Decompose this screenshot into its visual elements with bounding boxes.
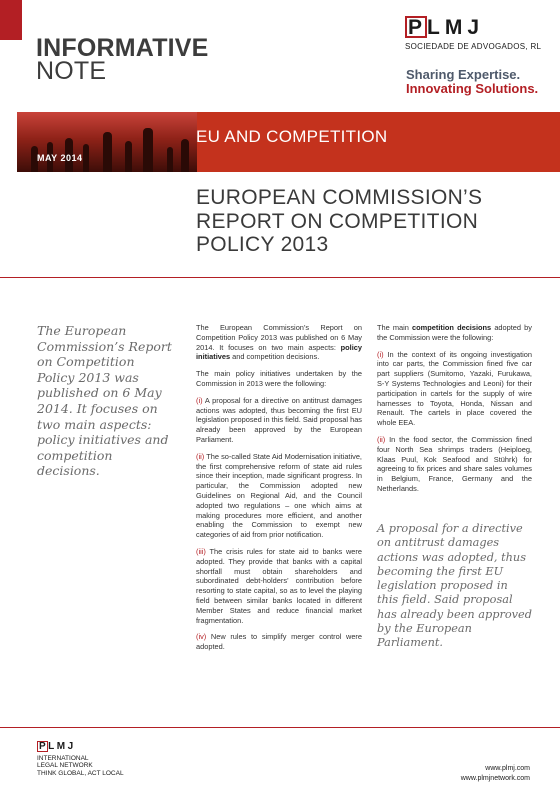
competition-decisions-bold: competition decisions — [412, 323, 492, 332]
title-line-2: NOTE — [36, 57, 107, 85]
document-type-title — [36, 34, 209, 85]
logo-name: PLMJ — [408, 16, 485, 39]
tagline-sharing: Sharing Expertise. — [406, 67, 521, 82]
divider-top — [0, 277, 560, 278]
pull-quote-left: The European Commission’s Report on Competition Policy 2013 was published on 6 May 2014. It focuses on two main aspects: policy initiatives and competition decisions. — [37, 323, 172, 479]
pull-quote-right: A proposal for a directive on antitrust damages actions was adopted, thus becoming the first EU legislation proposed in this field. Said proposal has already been approved by the European Parliament. — [377, 522, 532, 650]
banner-photo — [17, 112, 197, 172]
tagline-innovating: Innovating Solutions. — [406, 81, 539, 96]
footer-url-network[interactable]: www.plmjnetwork.com — [460, 775, 530, 782]
title-line-1: INFORMATIVE — [36, 34, 209, 62]
footer-logo-name: PLMJ — [39, 741, 76, 752]
column-middle — [196, 323, 362, 659]
corner-accent-bar — [0, 0, 22, 40]
issue-date: MAY 2014 — [37, 153, 83, 163]
footer-motto: THINK GLOBAL, ACT LOCAL — [37, 770, 124, 777]
decision-item-1: (i) In the context of its ongoing investigation into car parts, the Commission fined five car part suppliers (Sumitomo, Yazaki, Furukawa, S-Y Systems Technologies and Leoni) for their participation in cartels for the supply of wire harnesses to Toyota, Honda, Nissan and Renault. The cartels in place covered the whole EEA. — [377, 349, 532, 428]
decision-item-2: (ii) In the food sector, the Commission fined four North Sea shrimps traders (Heiploeg, Klaas Puul, Kok Seafood and Stührk) for agreeing to fix prices and share sales volumes in Belgium, France, Germany and the Netherlands. — [377, 434, 532, 493]
footer-urls — [420, 764, 530, 784]
footer-network-line-1: INTERNATIONAL — [37, 755, 89, 762]
divider-bottom — [0, 727, 560, 728]
footer-url-plmj[interactable]: www.plmj.com — [485, 765, 530, 772]
report-title-line-3: POLICY 2013 — [196, 233, 329, 256]
decisions-intro-paragraph: The main competition decisions adopted by the Commission were the following: — [377, 323, 532, 342]
policy-initiatives-bold: policy initiatives — [196, 342, 362, 362]
policy-intro-paragraph: The main policy initiatives undertaken by the Commission in 2013 were the following: — [196, 369, 362, 388]
section-title: EU AND COMPETITION — [196, 127, 388, 146]
report-title-line-2: REPORT ON COMPETITION — [196, 209, 479, 233]
report-title-line-1: EUROPEAN COMMISSION’S — [196, 186, 483, 209]
column-right — [377, 323, 532, 501]
footer-network-line-2: LEGAL NETWORK — [37, 762, 93, 769]
logo-subtitle: SOCIEDADE DE ADVOGADOS, RL — [405, 42, 542, 51]
policy-item-3: (iii) The crisis rules for state aid to banks were adopted. They provide that banks with a capital shortfall must obtain shareholders and subordinated debt-holders’ contribution before resorting to state capital, so as to level the playing field between similar banks located in different Member States and reduce financial market fragmentation. — [196, 546, 362, 625]
policy-item-1: (i) A proposal for a directive on antitrust damages actions was adopted, thus becoming the first EU legislation proposed in this field. Said proposal has already been approved by the European Parliament. — [196, 395, 362, 444]
policy-item-2: (ii) The so-called State Aid Modernisation initiative, the first comprehensive reform of state aid rules since their inception, made significant progress. In particular, the Commission adopted new Guidelines on Regional Aid, and the Council adopted two regulations – one which aims at making procedures more efficient, and another enabling the Commission to exempt new categories of aid from prior notification. — [196, 451, 362, 540]
policy-item-4: (iv) New rules to simplify merger control were adopted. — [196, 632, 362, 652]
report-title — [196, 186, 526, 257]
intro-paragraph: The European Commission’s Report on Competition Policy 2013 was published on 6 May 2014. It focuses on two main aspects: policy initiatives and competition decisions. — [196, 323, 362, 362]
